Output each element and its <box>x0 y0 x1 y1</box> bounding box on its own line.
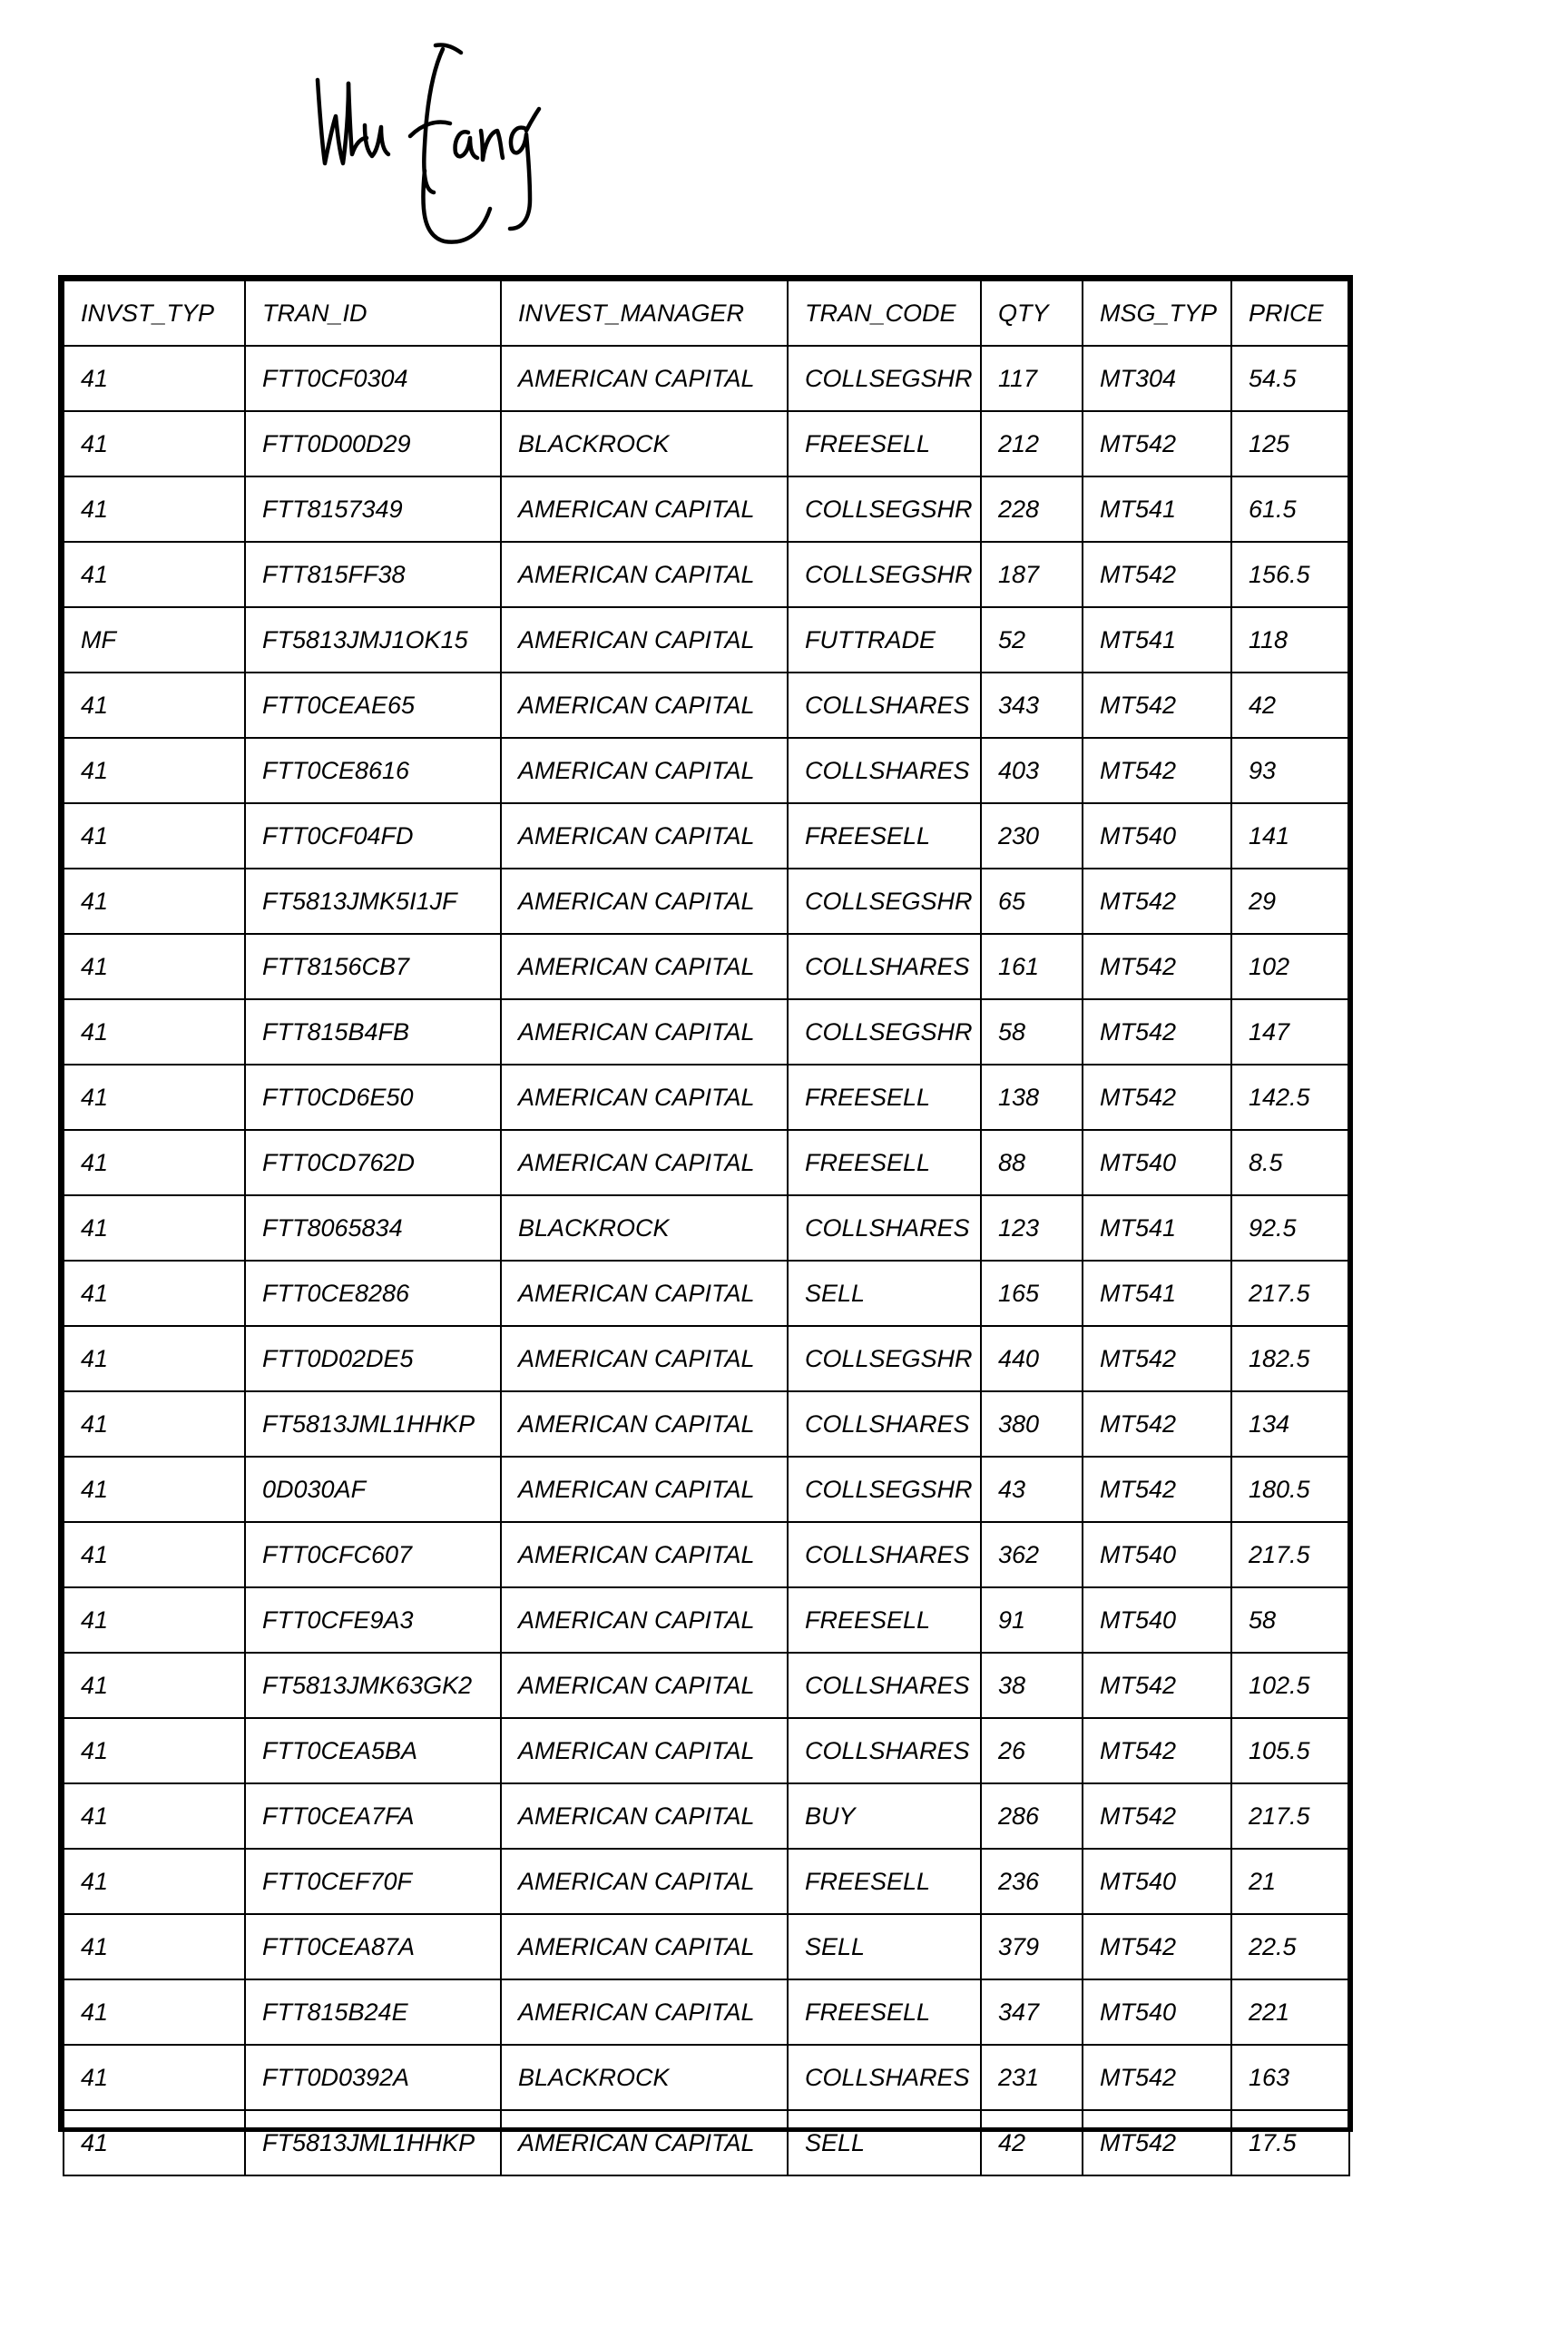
cell-tran-code: COLLSHARES <box>788 1195 981 1261</box>
cell-invst-typ: 41 <box>64 542 245 607</box>
cell-tran-code: FREESELL <box>788 1849 981 1914</box>
handwritten-signature <box>309 36 572 263</box>
cell-msg-typ: MT540 <box>1083 1522 1231 1587</box>
cell-invest-manager: AMERICAN CAPITAL <box>501 934 788 999</box>
cell-tran-code: COLLSHARES <box>788 2045 981 2110</box>
cell-msg-typ: MT542 <box>1083 1914 1231 1979</box>
cell-tran-id: FT5813JMJ1OK15 <box>245 607 501 673</box>
cell-msg-typ: MT542 <box>1083 542 1231 607</box>
table-row <box>64 738 1349 803</box>
cell-price: 54.5 <box>1231 346 1349 411</box>
cell-qty: 403 <box>981 738 1083 803</box>
cell-invst-typ: 41 <box>64 1261 245 1326</box>
cell-invst-typ: 41 <box>64 1783 245 1849</box>
cell-qty: 187 <box>981 542 1083 607</box>
cell-tran-id: FTT0D00D29 <box>245 411 501 476</box>
cell-tran-code: BUY <box>788 1783 981 1849</box>
cell-price: 21 <box>1231 1849 1349 1914</box>
table-row <box>64 1261 1349 1326</box>
cell-tran-code: FREESELL <box>788 1587 981 1653</box>
cell-price: 105.5 <box>1231 1718 1349 1783</box>
table-row <box>64 1849 1349 1914</box>
table-row <box>64 934 1349 999</box>
header-msg-typ: MSG_TYP <box>1083 280 1231 346</box>
cell-invest-manager: AMERICAN CAPITAL <box>501 1065 788 1130</box>
cell-invst-typ: 41 <box>64 1653 245 1718</box>
cell-tran-id: FTT0CEF70F <box>245 1849 501 1914</box>
header-invest-manager: INVEST_MANAGER <box>501 280 788 346</box>
cell-msg-typ: MT540 <box>1083 1587 1231 1653</box>
table-header-row <box>64 280 1349 346</box>
cell-tran-code: SELL <box>788 2110 981 2175</box>
cell-tran-code: FREESELL <box>788 803 981 869</box>
cell-msg-typ: MT540 <box>1083 1979 1231 2045</box>
cell-tran-code: COLLSHARES <box>788 1391 981 1457</box>
cell-tran-id: FTT0CD6E50 <box>245 1065 501 1130</box>
table-row <box>64 1130 1349 1195</box>
table-row <box>64 1653 1349 1718</box>
cell-tran-id: 0D030AF <box>245 1457 501 1522</box>
cell-invst-typ: 41 <box>64 1457 245 1522</box>
cell-qty: 343 <box>981 673 1083 738</box>
cell-price: 217.5 <box>1231 1522 1349 1587</box>
cell-qty: 286 <box>981 1783 1083 1849</box>
cell-msg-typ: MT542 <box>1083 934 1231 999</box>
cell-price: 42 <box>1231 673 1349 738</box>
cell-invest-manager: AMERICAN CAPITAL <box>501 1261 788 1326</box>
cell-invst-typ: 41 <box>64 673 245 738</box>
cell-price: 93 <box>1231 738 1349 803</box>
cell-msg-typ: MT542 <box>1083 673 1231 738</box>
table-row <box>64 1326 1349 1391</box>
cell-price: 102.5 <box>1231 1653 1349 1718</box>
cell-price: 61.5 <box>1231 476 1349 542</box>
cell-invest-manager: AMERICAN CAPITAL <box>501 738 788 803</box>
table-row <box>64 1718 1349 1783</box>
cell-tran-code: FREESELL <box>788 1130 981 1195</box>
cell-invest-manager: AMERICAN CAPITAL <box>501 1130 788 1195</box>
cell-tran-code: COLLSEGSHR <box>788 1326 981 1391</box>
cell-invest-manager: BLACKROCK <box>501 411 788 476</box>
cell-invst-typ: 41 <box>64 1914 245 1979</box>
cell-invst-typ: 41 <box>64 1522 245 1587</box>
cell-tran-id: FTT0CE8616 <box>245 738 501 803</box>
cell-tran-code: SELL <box>788 1261 981 1326</box>
cell-tran-id: FTT0D0392A <box>245 2045 501 2110</box>
cell-invst-typ: 41 <box>64 1065 245 1130</box>
header-tran-code: TRAN_CODE <box>788 280 981 346</box>
cell-qty: 379 <box>981 1914 1083 1979</box>
cell-invest-manager: AMERICAN CAPITAL <box>501 1326 788 1391</box>
signature-drawing <box>309 36 572 263</box>
cell-qty: 91 <box>981 1587 1083 1653</box>
cell-msg-typ: MT304 <box>1083 346 1231 411</box>
cell-tran-code: FUTTRADE <box>788 607 981 673</box>
cell-tran-id: FTT8156CB7 <box>245 934 501 999</box>
cell-tran-id: FTT0D02DE5 <box>245 1326 501 1391</box>
cell-tran-code: FREESELL <box>788 411 981 476</box>
cell-tran-code: FREESELL <box>788 1065 981 1130</box>
cell-price: 125 <box>1231 411 1349 476</box>
cell-tran-id: FTT815B24E <box>245 1979 501 2045</box>
cell-msg-typ: MT541 <box>1083 1195 1231 1261</box>
table-row <box>64 803 1349 869</box>
cell-msg-typ: MT542 <box>1083 1065 1231 1130</box>
cell-tran-code: COLLSHARES <box>788 1522 981 1587</box>
cell-invst-typ: 41 <box>64 1130 245 1195</box>
cell-tran-id: FTT0CEAE65 <box>245 673 501 738</box>
table-row <box>64 1522 1349 1587</box>
cell-invst-typ: 41 <box>64 1195 245 1261</box>
cell-invest-manager: AMERICAN CAPITAL <box>501 673 788 738</box>
cell-tran-code: COLLSEGSHR <box>788 542 981 607</box>
cell-price: 29 <box>1231 869 1349 934</box>
table-row <box>64 542 1349 607</box>
cell-tran-code: COLLSHARES <box>788 934 981 999</box>
cell-invst-typ: 41 <box>64 934 245 999</box>
cell-tran-id: FTT8157349 <box>245 476 501 542</box>
cell-tran-id: FT5813JMK63GK2 <box>245 1653 501 1718</box>
cell-price: 141 <box>1231 803 1349 869</box>
table-row <box>64 1391 1349 1457</box>
table-row <box>64 1587 1349 1653</box>
cell-msg-typ: MT540 <box>1083 1849 1231 1914</box>
cell-price: 58 <box>1231 1587 1349 1653</box>
table-row <box>64 1914 1349 1979</box>
cell-tran-id: FTT0CEA87A <box>245 1914 501 1979</box>
cell-price: 22.5 <box>1231 1914 1349 1979</box>
cell-tran-code: COLLSHARES <box>788 673 981 738</box>
cell-invest-manager: AMERICAN CAPITAL <box>501 1653 788 1718</box>
cell-price: 118 <box>1231 607 1349 673</box>
cell-invst-typ: 41 <box>64 1979 245 2045</box>
cell-invest-manager: AMERICAN CAPITAL <box>501 607 788 673</box>
table-row <box>64 411 1349 476</box>
cell-price: 182.5 <box>1231 1326 1349 1391</box>
cell-invst-typ: 41 <box>64 1849 245 1914</box>
cell-qty: 43 <box>981 1457 1083 1522</box>
cell-tran-id: FTT0CEA7FA <box>245 1783 501 1849</box>
cell-price: 163 <box>1231 2045 1349 2110</box>
cell-invst-typ: 41 <box>64 346 245 411</box>
cell-tran-code: COLLSEGSHR <box>788 869 981 934</box>
cell-qty: 117 <box>981 346 1083 411</box>
cell-qty: 65 <box>981 869 1083 934</box>
cell-msg-typ: MT541 <box>1083 1261 1231 1326</box>
cell-msg-typ: MT542 <box>1083 999 1231 1065</box>
cell-invest-manager: AMERICAN CAPITAL <box>501 346 788 411</box>
cell-price: 147 <box>1231 999 1349 1065</box>
cell-invst-typ: MF <box>64 607 245 673</box>
cell-tran-id: FTT0CFC607 <box>245 1522 501 1587</box>
table-row <box>64 607 1349 673</box>
cell-price: 217.5 <box>1231 1261 1349 1326</box>
cell-invst-typ: 41 <box>64 999 245 1065</box>
cell-msg-typ: MT542 <box>1083 2045 1231 2110</box>
cell-invest-manager: AMERICAN CAPITAL <box>501 1457 788 1522</box>
header-qty: QTY <box>981 280 1083 346</box>
cell-qty: 26 <box>981 1718 1083 1783</box>
cell-invst-typ: 41 <box>64 411 245 476</box>
cell-msg-typ: MT542 <box>1083 738 1231 803</box>
cell-invest-manager: AMERICAN CAPITAL <box>501 2110 788 2175</box>
cell-price: 221 <box>1231 1979 1349 2045</box>
header-price: PRICE <box>1231 280 1349 346</box>
cell-msg-typ: MT542 <box>1083 1783 1231 1849</box>
cell-invest-manager: AMERICAN CAPITAL <box>501 1783 788 1849</box>
cell-qty: 138 <box>981 1065 1083 1130</box>
cell-price: 8.5 <box>1231 1130 1349 1195</box>
cell-qty: 236 <box>981 1849 1083 1914</box>
cell-msg-typ: MT541 <box>1083 607 1231 673</box>
transactions-table <box>63 280 1350 2176</box>
cell-invst-typ: 41 <box>64 2045 245 2110</box>
cell-qty: 38 <box>981 1653 1083 1718</box>
cell-tran-code: COLLSHARES <box>788 1653 981 1718</box>
cell-invest-manager: BLACKROCK <box>501 1195 788 1261</box>
cell-tran-code: COLLSHARES <box>788 738 981 803</box>
cell-tran-id: FTT0CE8286 <box>245 1261 501 1326</box>
cell-invst-typ: 41 <box>64 1391 245 1457</box>
table-row <box>64 346 1349 411</box>
cell-tran-id: FTT8065834 <box>245 1195 501 1261</box>
cell-tran-id: FTT0CFE9A3 <box>245 1587 501 1653</box>
cell-invest-manager: AMERICAN CAPITAL <box>501 803 788 869</box>
cell-invest-manager: AMERICAN CAPITAL <box>501 999 788 1065</box>
table-row <box>64 1065 1349 1130</box>
cell-price: 17.5 <box>1231 2110 1349 2175</box>
transactions-table-frame <box>58 275 1353 2156</box>
cell-tran-id: FT5813JML1HHKP <box>245 2110 501 2175</box>
cell-invest-manager: AMERICAN CAPITAL <box>501 1849 788 1914</box>
table-row <box>64 1195 1349 1261</box>
cell-invest-manager: AMERICAN CAPITAL <box>501 476 788 542</box>
table-row <box>64 2110 1349 2175</box>
cell-invest-manager: AMERICAN CAPITAL <box>501 1979 788 2045</box>
cell-price: 217.5 <box>1231 1783 1349 1849</box>
cell-msg-typ: MT542 <box>1083 1457 1231 1522</box>
table-row <box>64 673 1349 738</box>
table-row <box>64 999 1349 1065</box>
cell-price: 134 <box>1231 1391 1349 1457</box>
table-row <box>64 1457 1349 1522</box>
cell-tran-code: COLLSEGSHR <box>788 346 981 411</box>
cell-invst-typ: 41 <box>64 803 245 869</box>
cell-invest-manager: AMERICAN CAPITAL <box>501 869 788 934</box>
cell-msg-typ: MT541 <box>1083 476 1231 542</box>
cell-msg-typ: MT540 <box>1083 803 1231 869</box>
cell-msg-typ: MT542 <box>1083 2110 1231 2175</box>
cell-price: 92.5 <box>1231 1195 1349 1261</box>
table-row <box>64 869 1349 934</box>
cell-qty: 123 <box>981 1195 1083 1261</box>
cell-invst-typ: 41 <box>64 738 245 803</box>
cell-qty: 165 <box>981 1261 1083 1326</box>
cell-invest-manager: AMERICAN CAPITAL <box>501 1718 788 1783</box>
cell-qty: 380 <box>981 1391 1083 1457</box>
cell-tran-code: COLLSHARES <box>788 1718 981 1783</box>
cell-msg-typ: MT542 <box>1083 1391 1231 1457</box>
cell-invst-typ: 41 <box>64 869 245 934</box>
cell-price: 102 <box>1231 934 1349 999</box>
cell-tran-id: FTT815FF38 <box>245 542 501 607</box>
cell-invst-typ: 41 <box>64 1587 245 1653</box>
cell-msg-typ: MT542 <box>1083 411 1231 476</box>
cell-qty: 231 <box>981 2045 1083 2110</box>
cell-invst-typ: 41 <box>64 1718 245 1783</box>
cell-tran-code: COLLSEGSHR <box>788 1457 981 1522</box>
cell-qty: 42 <box>981 2110 1083 2175</box>
cell-price: 142.5 <box>1231 1065 1349 1130</box>
cell-qty: 362 <box>981 1522 1083 1587</box>
table-row <box>64 1783 1349 1849</box>
cell-qty: 212 <box>981 411 1083 476</box>
cell-tran-code: COLLSEGSHR <box>788 999 981 1065</box>
cell-qty: 347 <box>981 1979 1083 2045</box>
cell-tran-id: FTT0CD762D <box>245 1130 501 1195</box>
cell-qty: 230 <box>981 803 1083 869</box>
cell-tran-code: SELL <box>788 1914 981 1979</box>
cell-invest-manager: AMERICAN CAPITAL <box>501 1522 788 1587</box>
cell-qty: 52 <box>981 607 1083 673</box>
cell-tran-id: FT5813JMK5I1JF <box>245 869 501 934</box>
table-row <box>64 1979 1349 2045</box>
cell-qty: 161 <box>981 934 1083 999</box>
cell-invst-typ: 41 <box>64 2110 245 2175</box>
cell-msg-typ: MT542 <box>1083 1653 1231 1718</box>
cell-price: 180.5 <box>1231 1457 1349 1522</box>
cell-invest-manager: AMERICAN CAPITAL <box>501 1391 788 1457</box>
cell-invst-typ: 41 <box>64 1326 245 1391</box>
cell-msg-typ: MT542 <box>1083 869 1231 934</box>
cell-tran-code: COLLSEGSHR <box>788 476 981 542</box>
cell-invest-manager: AMERICAN CAPITAL <box>501 542 788 607</box>
cell-tran-id: FTT815B4FB <box>245 999 501 1065</box>
cell-invest-manager: AMERICAN CAPITAL <box>501 1587 788 1653</box>
header-invst-typ: INVST_TYP <box>64 280 245 346</box>
cell-price: 156.5 <box>1231 542 1349 607</box>
cell-qty: 88 <box>981 1130 1083 1195</box>
cell-tran-id: FT5813JML1HHKP <box>245 1391 501 1457</box>
cell-qty: 228 <box>981 476 1083 542</box>
cell-tran-id: FTT0CEA5BA <box>245 1718 501 1783</box>
cell-invest-manager: BLACKROCK <box>501 2045 788 2110</box>
cell-msg-typ: MT542 <box>1083 1326 1231 1391</box>
table-row <box>64 2045 1349 2110</box>
cell-invest-manager: AMERICAN CAPITAL <box>501 1914 788 1979</box>
cell-tran-code: FREESELL <box>788 1979 981 2045</box>
cell-msg-typ: MT542 <box>1083 1718 1231 1783</box>
table-row <box>64 476 1349 542</box>
cell-tran-id: FTT0CF0304 <box>245 346 501 411</box>
cell-qty: 440 <box>981 1326 1083 1391</box>
cell-qty: 58 <box>981 999 1083 1065</box>
header-tran-id: TRAN_ID <box>245 280 501 346</box>
cell-msg-typ: MT540 <box>1083 1130 1231 1195</box>
cell-invst-typ: 41 <box>64 476 245 542</box>
cell-tran-id: FTT0CF04FD <box>245 803 501 869</box>
